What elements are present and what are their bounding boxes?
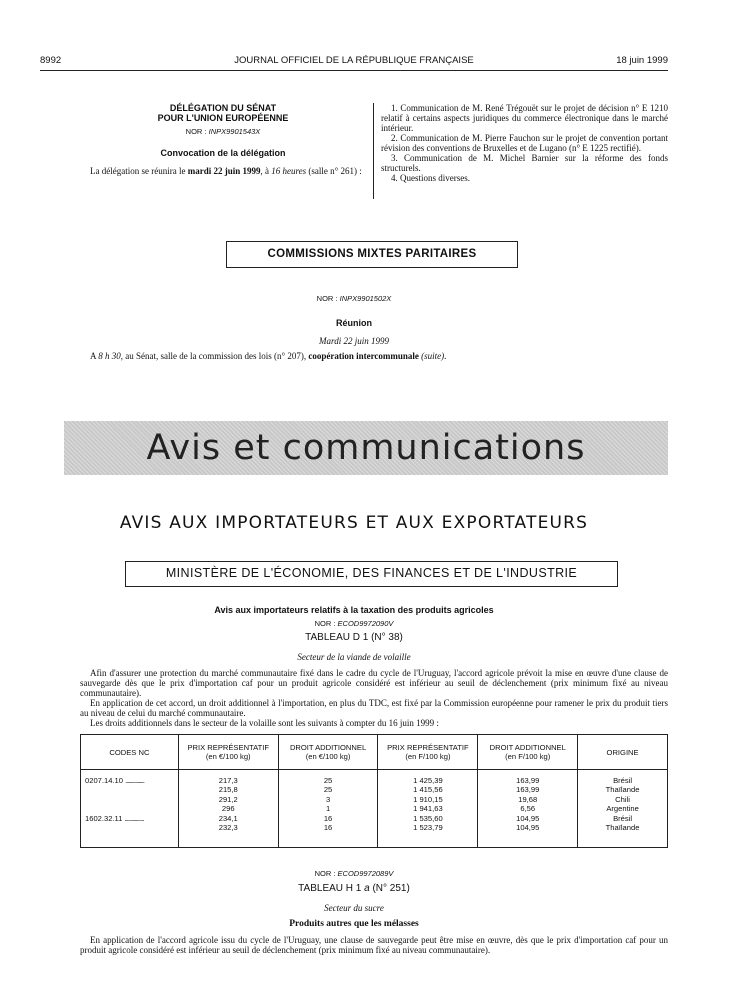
cmp-nor — [40, 294, 668, 303]
paragraph: Les droits additionnels dans le secteur de la volaille sont les suivants à compter du 16 juin 1999 : — [90, 718, 439, 728]
cell: 19,68 — [478, 795, 578, 805]
code-cell — [81, 823, 179, 833]
nor-code: INPX9901502X — [339, 294, 392, 303]
cell: 1 535,60 — [378, 814, 478, 824]
table-row — [81, 785, 668, 795]
delegation-heading: Convocation de la délégation — [160, 148, 286, 158]
text-part: La délégation se réunira le — [90, 166, 188, 176]
code-cell: 1602.32.11 ................. — [81, 814, 179, 824]
agenda-item: 1. Communication de M. René Trégouët sur le projet de décision n° E 1210 relatif à certains aspects juridiques du commerce électronique dans le marché intérieur. — [381, 103, 668, 133]
text-part: A — [90, 351, 99, 361]
cell: 234,1 — [178, 814, 278, 824]
nor-code: ECOD9972090V — [337, 619, 394, 628]
header-prix-eur — [178, 735, 278, 770]
tableau-h1a-title — [40, 883, 668, 894]
table-row — [81, 823, 668, 833]
text-bold: coopération intercommunale — [308, 351, 419, 361]
nor-code: INPX9901543X — [208, 127, 261, 136]
paragraph: En application de cet accord, un droit additionnel à l'importation, en plus du TDC, est fixé par la Commission européenne pour ramener le prix du produit tiers au niveau de celui du marché communautaire. — [80, 698, 668, 718]
cell: 16 — [278, 814, 378, 824]
header-unit: (en F/100 kg) — [505, 752, 551, 761]
table-spacer — [81, 833, 668, 848]
avis2-nor — [40, 869, 668, 878]
cell: Thaïlande — [578, 823, 668, 833]
cell: Brésil — [578, 814, 668, 824]
text-part: . — [444, 351, 447, 361]
issue-date: 18 juin 1999 — [616, 55, 668, 66]
cell: 1 941,63 — [378, 804, 478, 814]
cell: Brésil — [578, 776, 668, 786]
nor-label: NOR : — [316, 294, 338, 303]
cmp-heading: Réunion — [336, 318, 372, 328]
cell: 163,99 — [478, 785, 578, 795]
header-label: PRIX REPRÉSENTATIF — [187, 743, 270, 752]
table-header-row — [81, 735, 668, 770]
cell: 163,99 — [478, 776, 578, 786]
tableau-number: (N° 251) — [369, 883, 410, 894]
sector-sucre: Secteur du sucre — [324, 903, 384, 913]
ministry-box: MINISTÈRE DE L'ÉCONOMIE, DES FINANCES ET DE L'INDUSTRIE — [125, 561, 618, 587]
header-unit: (en €/100 kg) — [205, 752, 251, 761]
code-cell — [81, 804, 179, 814]
cmp-text — [80, 351, 668, 361]
text-italic: 8 h 30 — [98, 351, 121, 361]
nor-label: NOR : — [314, 619, 336, 628]
code-nc: 1602.32.11 — [85, 813, 123, 823]
cell: 16 — [278, 823, 378, 833]
cell: 1 — [278, 804, 378, 814]
header-label: PRIX REPRÉSENTATIF — [387, 743, 469, 752]
text-italic: 16 heures — [271, 166, 307, 176]
tableau-d1-title — [40, 632, 668, 643]
text-part: , à — [260, 166, 272, 176]
cell: 232,3 — [178, 823, 278, 833]
avis2-heading: Produits autres que les mélasses — [289, 919, 419, 929]
header-unit: (en F/100 kg) — [405, 752, 451, 761]
header-prix-frf — [378, 735, 478, 770]
header-droit-frf — [478, 735, 578, 770]
page-number: 8992 — [40, 55, 62, 66]
tableau-label: TABLEAU D 1 — [305, 632, 369, 643]
header-codes-nc — [81, 735, 179, 770]
avis-nor — [40, 619, 668, 628]
cell: Argentine — [578, 804, 668, 814]
section-banner — [64, 421, 668, 475]
cell: Chili — [578, 795, 668, 805]
delegation-agenda — [381, 103, 668, 183]
nor-code: ECOD9972089V — [337, 869, 394, 878]
table-row — [81, 795, 668, 805]
header-droit-eur — [278, 735, 378, 770]
agenda-item: 3. Communication de M. Michel Barnier sur la réforme des fonds structurels. — [381, 153, 668, 173]
header-origine — [578, 735, 668, 770]
text-italic: (suite) — [418, 351, 445, 361]
cell: 3 — [278, 795, 378, 805]
column-divider — [373, 103, 374, 199]
header-label: CODES NC — [109, 747, 150, 757]
delegation-text — [80, 166, 366, 176]
table-row — [81, 804, 668, 814]
code-cell — [81, 795, 179, 805]
tableau-number: (N° 38) — [368, 632, 403, 643]
cell: 25 — [278, 785, 378, 795]
cell: 1 910,15 — [378, 795, 478, 805]
cell: 104,95 — [478, 814, 578, 824]
paragraph: Afin d'assurer une protection du marché communautaire fixé dans le cadre du cycle de l'Uruguay, l'accord agricole prévoit la mise en œuvre d'une clause de sauvegarde dès que le prix d'importation caf pour un produit agricole considéré est inférieur au seuil de déclenchement (prix minimum fixé au niveau communautaire). — [80, 668, 668, 698]
tableau-suffix: a — [364, 883, 370, 894]
avis-title: AVIS AUX IMPORTATEURS ET AUX EXPORTATEURS — [119, 513, 589, 533]
cell: 104,95 — [478, 823, 578, 833]
table-row — [81, 814, 668, 824]
nor-label: NOR : — [314, 869, 336, 878]
text-bold: mardi 22 juin 1999 — [187, 166, 261, 176]
avis-subtitle: Avis aux importateurs relatifs à la taxation des produits agricoles — [214, 605, 494, 615]
running-header — [40, 55, 668, 69]
cell: Thaïlande — [578, 785, 668, 795]
cell: 25 — [278, 776, 378, 786]
cell: 1 415,56 — [378, 785, 478, 795]
banner-title: Avis et communications — [146, 428, 586, 468]
cell: 1 425,39 — [378, 776, 478, 786]
header-unit: (en €/100 kg) — [305, 752, 351, 761]
code-nc: 0207.14.10 — [85, 775, 124, 785]
agenda-item: 2. Communication de M. Pierre Fauchon sur le projet de convention portant révision des conventions de Bruxelles et de Lugano (n° E 1225 rectifié). — [381, 133, 668, 153]
table-row — [81, 776, 668, 786]
poultry-duties-table — [80, 734, 668, 848]
avis2-paragraph: En application de l'accord agricole issu du cycle de l'Uruguay, une clause de sauvegarde peut être mise en œuvre, dès que le prix d'importation caf pour un produit agricole considéré est inférieur au seuil de déclenchement (prix minimum fixé au niveau communautaire). — [80, 935, 668, 955]
cell: 217,3 — [178, 776, 278, 786]
code-cell — [81, 785, 179, 795]
cell: 6,56 — [478, 804, 578, 814]
cmp-title-box: COMMISSIONS MIXTES PARITAIRES — [226, 241, 518, 268]
delegation-nor — [80, 127, 366, 136]
cell: 1 523,79 — [378, 823, 478, 833]
header-label: DROIT ADDITIONNEL — [489, 743, 566, 752]
delegation-section — [80, 103, 366, 176]
avis-body — [80, 668, 668, 728]
agenda-item: 4. Questions diverses. — [391, 173, 470, 183]
text-part: (salle n° 261) : — [306, 166, 362, 176]
cell: 215,8 — [178, 785, 278, 795]
code-cell: 0207.14.10 ................. — [81, 776, 179, 786]
cell: 291,2 — [178, 795, 278, 805]
cell: 296 — [178, 804, 278, 814]
cmp-date: Mardi 22 juin 1999 — [319, 336, 389, 346]
nor-label: NOR : — [185, 127, 207, 136]
header-label: DROIT ADDITIONNEL — [289, 743, 367, 752]
sector-volaille: Secteur de la viande de volaille — [297, 652, 411, 662]
header-rule — [40, 70, 668, 71]
header-label: ORIGINE — [606, 747, 639, 757]
delegation-title-1: DÉLÉGATION DU SÉNAT — [169, 103, 277, 113]
tableau-label: TABLEAU H 1 — [298, 883, 365, 894]
delegation-title-2: POUR L'UNION EUROPÉENNE — [157, 113, 289, 123]
journal-title: JOURNAL OFFICIEL DE LA RÉPUBLIQUE FRANÇAISE — [234, 55, 474, 66]
text-part: , au Sénat, salle de la commission des lois (n° 207), — [120, 351, 309, 361]
